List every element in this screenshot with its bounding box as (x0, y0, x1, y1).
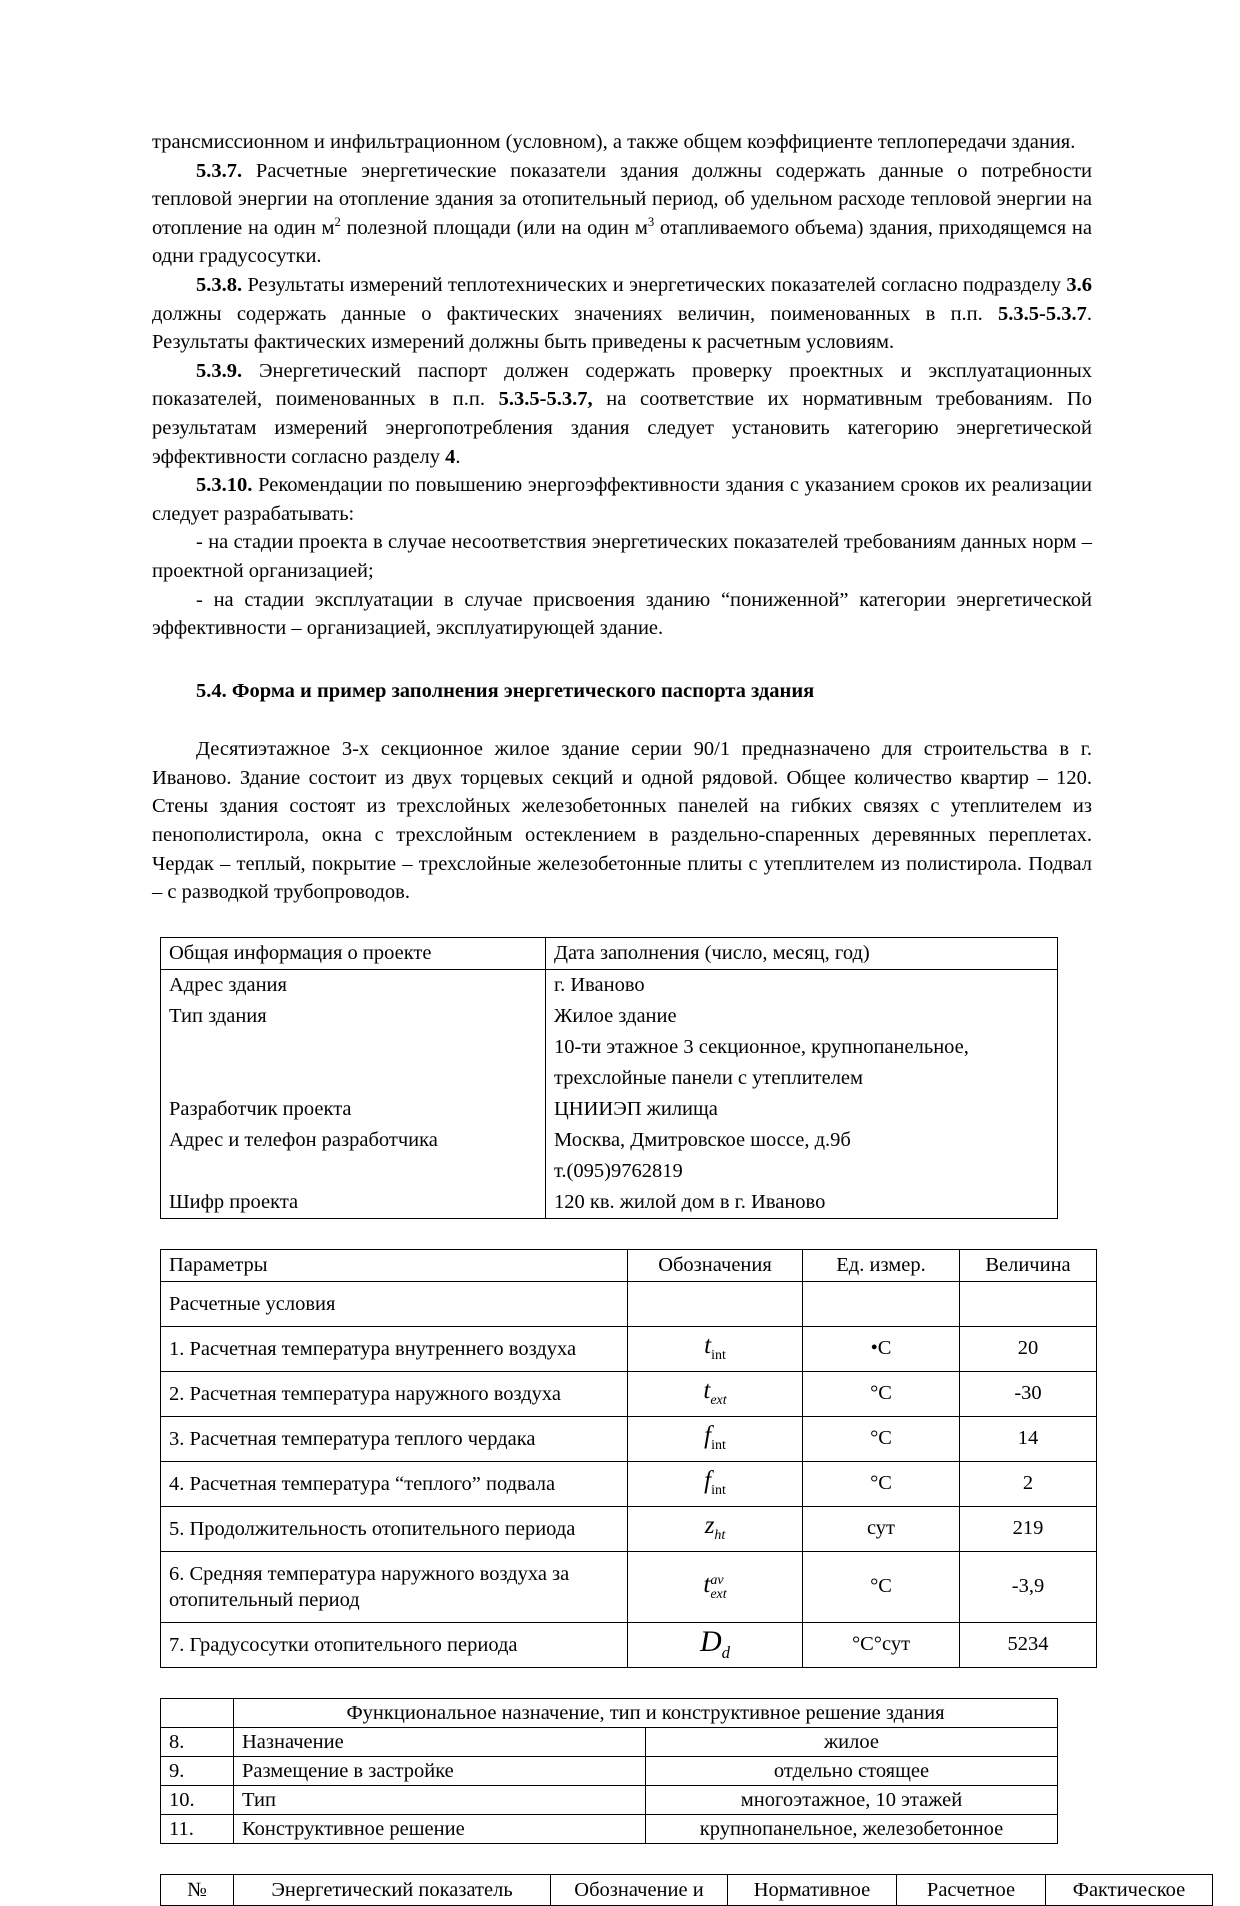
general-info-label: Шифр проекта (161, 1187, 546, 1219)
paragraph-text: - на стадии эксплуатации в случае присвоения зданию “пониженной” категории энергетической эффективности – организацией, эксплуатирующей здание. (152, 588, 1092, 640)
general-info-value: Жилое здание (546, 1001, 1058, 1032)
clause-number: 5.3.10. (196, 474, 253, 497)
table-row (161, 1416, 1097, 1461)
table-row (161, 1125, 1058, 1156)
parameter-unit: сут (803, 1506, 960, 1551)
table-row (161, 1156, 1058, 1187)
parameter-symbol: $D_d$ (628, 1622, 803, 1667)
parameter-symbol: $z_{ht}$ (628, 1506, 803, 1551)
table-row (161, 1094, 1058, 1125)
general-info-value: трехслойные панели с утеплителем (546, 1063, 1058, 1094)
table-general-info-wrapper (152, 937, 1092, 1219)
parameter-value: -30 (960, 1371, 1097, 1416)
parameter-symbol: $f_{int}$ (628, 1416, 803, 1461)
table-function-wrapper (152, 1698, 1092, 1844)
column-header-normative: Нормативное (728, 1874, 897, 1905)
general-info-value: ЦНИИЭП жилища (546, 1094, 1058, 1125)
paragraph-text: отапливаемого объема) здания, приходящемся на одни градусосутки. (152, 216, 1092, 268)
intro-paragraph-block (152, 735, 1092, 907)
function-row-value: многоэтажное, 10 этажей (646, 1785, 1058, 1814)
clause-number: 5.3.9. (196, 359, 243, 382)
table-subsection-row (161, 1281, 1097, 1326)
parameter-value: -3,9 (960, 1551, 1097, 1622)
paragraph-text: . (455, 445, 461, 468)
parameter-value: 14 (960, 1416, 1097, 1461)
parameter-unit: °C (803, 1371, 960, 1416)
table-row (161, 1756, 1058, 1785)
table-row (161, 1001, 1058, 1032)
function-row-label: Назначение (234, 1727, 646, 1756)
function-row-number: 11. (161, 1814, 234, 1843)
general-info-label (161, 1063, 546, 1094)
column-header-actual: Фактическое (1046, 1874, 1213, 1905)
table-header-row (161, 1249, 1097, 1281)
parameter-name: 6. Средняя температура наружного воздуха за отопительный период (161, 1551, 628, 1622)
general-info-value: 120 кв. жилой дом в г. Иваново (546, 1187, 1058, 1219)
superscript-3: 3 (647, 214, 655, 229)
column-header-designation: Обозначение и (551, 1874, 728, 1905)
paragraph-intro-continued (152, 128, 1092, 157)
parameter-value: 20 (960, 1326, 1097, 1371)
table-row (161, 1032, 1058, 1063)
paragraph-text: на соответствие их нормативным требованиям. По результатам измерений энергопотребления здания следует установить категорию энергетической эффективности согласно разделу (152, 388, 1092, 468)
general-info-header-right: Дата заполнения (число, месяц, год) (546, 937, 1058, 969)
body-text-block (152, 128, 1092, 643)
parameter-name: 2. Расчетная температура наружного воздуха (161, 1371, 628, 1416)
general-info-label: Адрес и телефон разработчика (161, 1125, 546, 1156)
column-header-calculated: Расчетное (897, 1874, 1046, 1905)
table-row (161, 1187, 1058, 1219)
table-row (161, 1326, 1097, 1371)
paragraph-5-3-10 (152, 471, 1092, 528)
column-header-value: Величина (960, 1249, 1097, 1281)
paragraph-text: . Результаты фактических измерений должны быть приведены к расчетным условиям. (152, 302, 1092, 354)
function-row-label: Размещение в застройке (234, 1756, 646, 1785)
parameter-value: 5234 (960, 1622, 1097, 1667)
general-info-label: Тип здания (161, 1001, 546, 1032)
general-info-value: г. Иваново (546, 969, 1058, 1001)
general-info-value: Москва, Дмитровское шоссе, д.9б (546, 1125, 1058, 1156)
column-header-number: № (161, 1874, 234, 1905)
function-row-number: 8. (161, 1727, 234, 1756)
parameter-unit: •C (803, 1326, 960, 1371)
superscript-2: 2 (334, 214, 341, 229)
parameter-name: 4. Расчетная температура “теплого” подвала (161, 1461, 628, 1506)
parameter-symbol: $t_{int}$ (628, 1326, 803, 1371)
table-row (161, 937, 1058, 969)
parameter-symbol: $f_{int}$ (628, 1461, 803, 1506)
parameter-unit: °C (803, 1416, 960, 1461)
parameter-value: 219 (960, 1506, 1097, 1551)
parameter-unit: °C°сут (803, 1622, 960, 1667)
function-row-label: Конструктивное решение (234, 1814, 646, 1843)
table-header-row (161, 1698, 1058, 1727)
paragraph-text: должны содержать данные о фактических значениях величин, поименованных в п.п. (152, 302, 999, 325)
table-row (161, 1506, 1097, 1551)
section-reference: 4 (445, 445, 456, 468)
paragraph-bullet-operation-stage (152, 586, 1092, 643)
parameters-subsection-value (960, 1281, 1097, 1326)
table-row (161, 969, 1058, 1001)
table-parameters-wrapper (152, 1249, 1092, 1668)
paragraph-text: Энергетический паспорт должен содержать проверку проектных и эксплуатационных показателей, поименованных в п.п. (152, 359, 1092, 411)
general-info-header-left: Общая информация о проекте (161, 937, 546, 969)
parameters-subsection-unit (803, 1281, 960, 1326)
table-function-type (160, 1698, 1058, 1844)
function-row-value: жилое (646, 1727, 1058, 1756)
table-parameters (160, 1249, 1097, 1668)
paragraph-text: - на стадии проекта в случае несоответствия энергетических показателей требованиям данных норм – проектной организацией; (152, 531, 1092, 582)
table-row (161, 1727, 1058, 1756)
general-info-value: 10-ти этажное 3 секционное, крупнопанельное, (546, 1032, 1058, 1063)
paragraph-5-3-8 (152, 271, 1092, 357)
table-row (161, 1461, 1097, 1506)
clause-reference: 5.3.5-5.3.7, (498, 388, 593, 411)
paragraph-building-description: Десятиэтажное 3-х секционное жилое здание серии 90/1 предназначено для строительства в г. Иваново. Здание состоит из двух торцевых секций и одной рядовой. Общее количество квартир – 120. Стены здания состоят из трехслойных железобетонных панелей на гибких связях с утеплителем из пенополистирола, окна с трехслойным остеклением в раздельно-спаренных деревянных переплетах. Чердак – теплый, покрытие – трехслойные железобетонные плиты с утеплителем из полистирола. Подвал – с разводкой трубопроводов. (152, 738, 1092, 904)
clause-reference: 3.6 (1066, 273, 1092, 296)
column-header-indicator: Энергетический показатель (234, 1874, 551, 1905)
function-row-value: крупнопанельное, железобетонное (646, 1814, 1058, 1843)
general-info-label: Адрес здания (161, 969, 546, 1001)
function-header-spacer (161, 1698, 234, 1727)
table-general-info (160, 937, 1058, 1219)
paragraph-text: полезной площади (или на один м (340, 216, 648, 239)
parameter-name: 7. Градусосутки отопительного периода (161, 1622, 628, 1667)
paragraph-bullet-design-stage (152, 528, 1092, 585)
paragraph-5-3-9 (152, 357, 1092, 471)
paragraph-text: Расчетные энергетические показатели здания должны содержать данные о потребности тепловой энергии на отопление здания за отопительный период, об удельном расходе тепловой энергии на отопление на один м (152, 159, 1092, 239)
parameters-subsection-label: Расчетные условия (161, 1281, 628, 1326)
table-row (161, 1371, 1097, 1416)
general-info-value: т.(095)9762819 (546, 1156, 1058, 1187)
table-row (161, 1785, 1058, 1814)
table-row (161, 1814, 1058, 1843)
column-header-designation: Обозначения (628, 1249, 803, 1281)
table-row (161, 1063, 1058, 1094)
table-indicators-wrapper (152, 1874, 1186, 1906)
paragraph-text: трансмиссионном и инфильтрационном (условном), а также общем коэффициенте теплопередачи здания. (152, 131, 1076, 153)
parameter-name: 1. Расчетная температура внутреннего воздуха (161, 1326, 628, 1371)
parameter-unit: °C (803, 1551, 960, 1622)
table-header-row (161, 1874, 1213, 1905)
section-heading-5-4: 5.4. Форма и пример заполнения энергетического паспорта здания (196, 679, 815, 702)
parameters-subsection-symbol (628, 1281, 803, 1326)
paragraph-5-3-7 (152, 157, 1092, 271)
clause-number: 5.3.8. (196, 273, 243, 296)
function-row-number: 10. (161, 1785, 234, 1814)
paragraph-text: Рекомендации по повышению энергоэффективности здания с указанием сроков их реализации следует разрабатывать: (152, 474, 1092, 525)
general-info-label: Разработчик проекта (161, 1094, 546, 1125)
table-row (161, 1551, 1097, 1622)
column-header-parameters: Параметры (161, 1249, 628, 1281)
parameter-name: 3. Расчетная температура теплого чердака (161, 1416, 628, 1461)
parameter-value: 2 (960, 1461, 1097, 1506)
function-row-value: отдельно стоящее (646, 1756, 1058, 1785)
paragraph-text: Результаты измерений теплотехнических и энергетических показателей согласно подразделу (242, 273, 1067, 296)
table-energy-indicators (160, 1874, 1213, 1906)
function-row-number: 9. (161, 1756, 234, 1785)
column-header-units: Ед. измер. (803, 1249, 960, 1281)
clause-number: 5.3.7. (196, 159, 243, 182)
general-info-label (161, 1156, 546, 1187)
function-row-label: Тип (234, 1785, 646, 1814)
parameter-unit: °C (803, 1461, 960, 1506)
function-table-header: Функциональное назначение, тип и конструктивное решение здания (234, 1698, 1058, 1727)
general-info-label (161, 1032, 546, 1063)
parameter-name: 5. Продолжительность отопительного периода (161, 1506, 628, 1551)
table-row (161, 1622, 1097, 1667)
parameter-symbol: t av ext (628, 1551, 803, 1622)
parameter-symbol: $t_{ext}$ (628, 1371, 803, 1416)
clause-reference: 5.3.5-5.3.7 (998, 302, 1087, 325)
